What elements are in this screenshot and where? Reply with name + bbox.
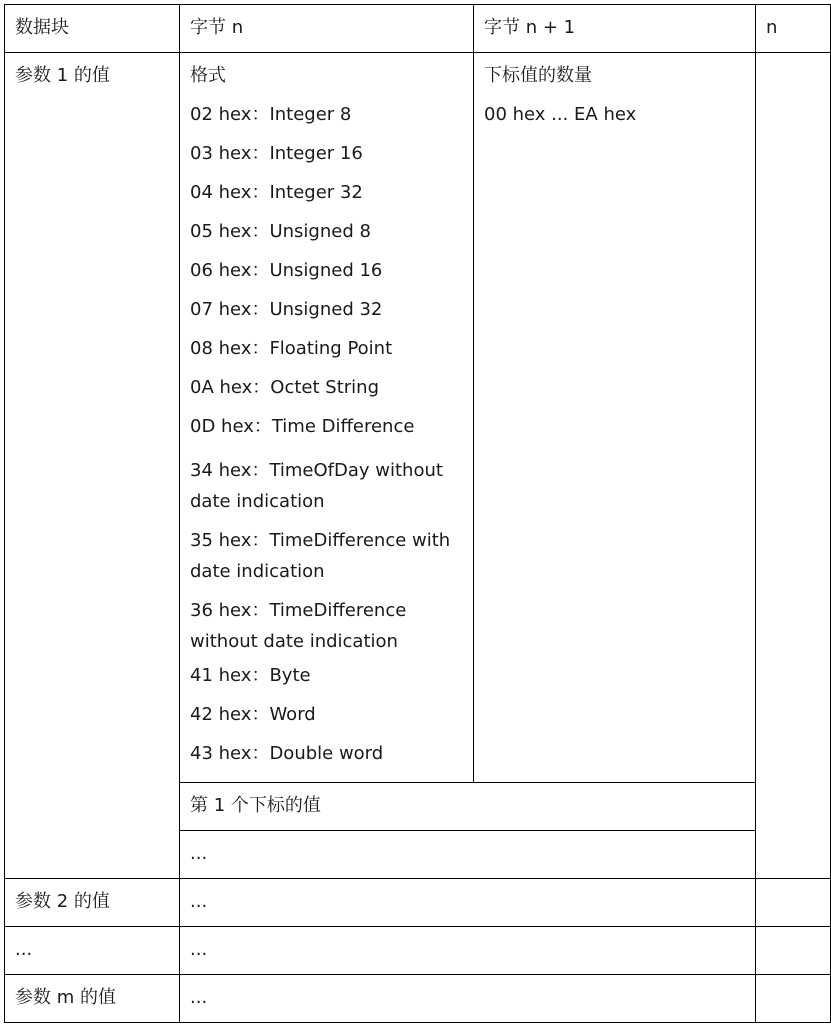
ellipsis-label: ... xyxy=(5,927,180,975)
subindex-count-range: 00 hex ... EA hex xyxy=(484,104,637,125)
header-byte-n: 字节 n xyxy=(180,5,474,53)
param1-more-values: ... xyxy=(180,831,756,879)
table-row-paramm xyxy=(5,975,831,1023)
format-item: 03 hex：Integer 16 xyxy=(190,143,363,164)
n-cell-param1 xyxy=(756,53,831,879)
format-item: 35 hex：TimeDifference with date indication xyxy=(190,530,451,582)
format-item: 41 hex：Byte xyxy=(190,665,311,686)
format-item: 06 hex：Unsigned 16 xyxy=(190,260,383,281)
table-row-param2 xyxy=(5,879,831,927)
format-title: 格式 xyxy=(190,65,226,86)
format-item: 0D hex：Time Difference xyxy=(190,416,415,437)
table-row-param1-format xyxy=(5,53,831,783)
table-row-ellipsis xyxy=(5,927,831,975)
format-item: 02 hex：Integer 8 xyxy=(190,104,352,125)
subindex-count-title: 下标值的数量 xyxy=(484,65,592,86)
format-item: 05 hex：Unsigned 8 xyxy=(190,221,371,242)
n-cell-paramm xyxy=(756,975,831,1023)
param2-label: 参数 2 的值 xyxy=(5,879,180,927)
format-item: 42 hex：Word xyxy=(190,704,316,725)
ellipsis-value: ... xyxy=(180,927,756,975)
parameter-data-table xyxy=(4,4,831,1023)
table-header-row xyxy=(5,5,831,53)
header-data-block: 数据块 xyxy=(5,5,180,53)
param1-label: 参数 1 的值 xyxy=(5,53,180,879)
param2-value: ... xyxy=(180,879,756,927)
header-n: n xyxy=(756,5,831,53)
format-item: 04 hex：Integer 32 xyxy=(190,182,363,203)
format-item: 43 hex：Double word xyxy=(190,743,384,764)
format-item: 36 hex：TimeDifference without date indication xyxy=(190,600,407,652)
format-item: 08 hex：Floating Point xyxy=(190,338,393,359)
n-cell-param2 xyxy=(756,879,831,927)
subindex-count-cell xyxy=(474,53,756,783)
format-item: 0A hex：Octet String xyxy=(190,377,379,398)
format-item: 34 hex：TimeOfDay without date indication xyxy=(190,460,443,512)
n-cell-ellipsis xyxy=(756,927,831,975)
paramm-label: 参数 m 的值 xyxy=(5,975,180,1023)
format-cell xyxy=(180,53,474,783)
format-item: 07 hex：Unsigned 32 xyxy=(190,299,383,320)
paramm-value: ... xyxy=(180,975,756,1023)
header-byte-n-plus-1: 字节 n + 1 xyxy=(474,5,756,53)
first-subindex-value: 第 1 个下标的值 xyxy=(180,783,756,831)
